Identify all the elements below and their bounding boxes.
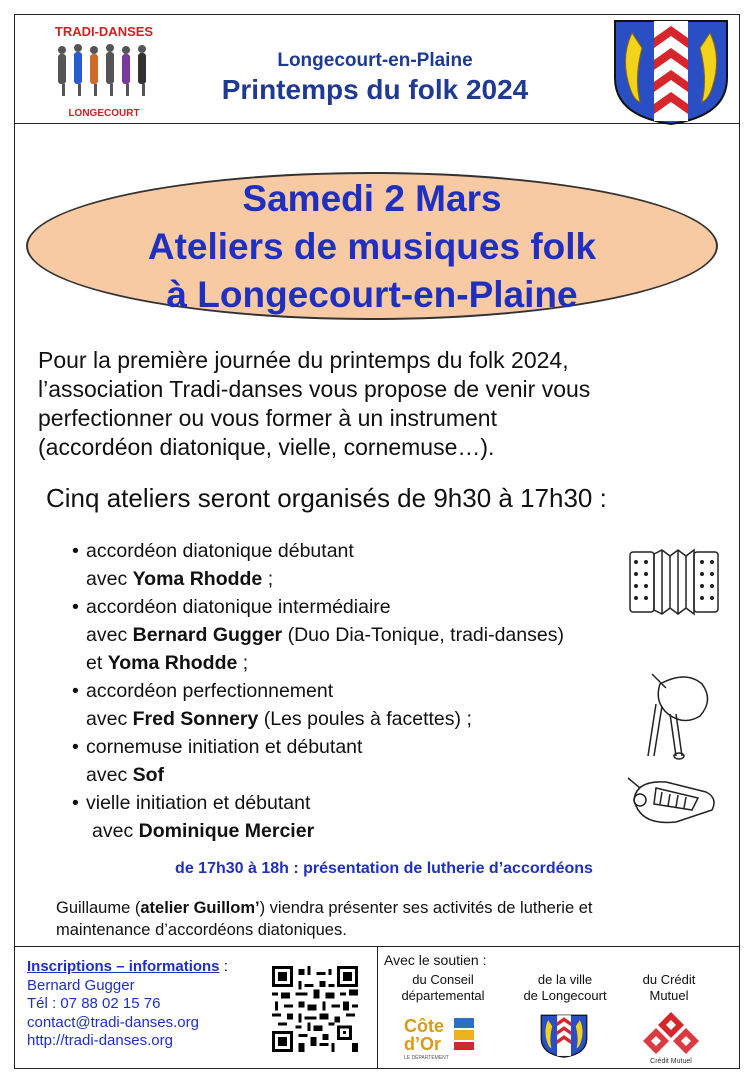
intro-line: l’association Tradi-danses vous propose de venir vous xyxy=(38,376,591,402)
crest-icon xyxy=(540,1008,588,1064)
list-item-teacher: avec Bernard Gugger (Duo Dia-Tonique, tradi-danses) xyxy=(86,624,564,646)
ateliers-list xyxy=(72,537,632,845)
qr-code-icon[interactable] xyxy=(272,966,358,1052)
contact-tel: Tél : 07 88 02 15 76 xyxy=(27,995,161,1012)
list-item-teacher: avec Yoma Rhodde ; xyxy=(86,568,274,590)
intro-paragraph xyxy=(38,346,728,462)
list-item: • vielle initiation et débutant xyxy=(72,792,311,814)
svg-text:LE DÉPARTEMENT: LE DÉPARTEMENT xyxy=(404,1055,449,1061)
guillaume-paragraph: Guillaume (atelier Guillom’) viendra présenter ses activités de lutherie et maintenance d’accordéons diatoniques. xyxy=(56,899,593,939)
intro-line: perfectionner ou vous former à un instrument xyxy=(38,405,497,431)
bagpipe-icon xyxy=(636,664,716,764)
contact-heading: Inscriptions – informations xyxy=(27,958,220,975)
lutherie-note: de 17h30 à 18h : présentation de lutherie d’accordéons xyxy=(175,860,593,877)
contact-email-link[interactable]: contact@tradi-danses.org xyxy=(27,1013,199,1031)
list-item-teacher: avec Sof xyxy=(86,764,165,786)
header-subtitle: Longecourt-en-Plaine xyxy=(277,50,473,71)
sponsor-caption: du Conseil départemental xyxy=(401,972,485,1003)
sponsor-caption: du Crédit Mutuel xyxy=(642,972,696,1003)
list-item: • accordéon perfectionnement xyxy=(72,680,334,702)
cote-dor-logo-icon xyxy=(402,1012,478,1062)
logo-top-text: TRADI-DANSES xyxy=(54,24,154,39)
credit-mutuel-logo-icon xyxy=(634,1008,708,1066)
hurdy-gurdy-icon xyxy=(626,770,722,832)
svg-text:Crédit Mutuel: Crédit Mutuel xyxy=(650,1058,692,1065)
logo-bottom-text: LONGECOURT xyxy=(68,108,140,119)
intro-line: Pour la première journée du printemps du folk 2024, xyxy=(38,347,569,373)
support-heading: Avec le soutien : xyxy=(384,952,487,968)
banner-title: Ateliers de musiques folk xyxy=(147,226,597,267)
list-item: • accordéon diatonique débutant xyxy=(72,540,354,562)
list-item: • cornemuse initiation et débutant xyxy=(72,736,363,758)
crest-icon xyxy=(612,18,730,126)
footer-vertical-divider xyxy=(377,946,378,1069)
list-item-teacher: avec Dominique Mercier xyxy=(92,820,315,842)
dancers-icon xyxy=(44,20,164,120)
contact-name: Bernard Gugger xyxy=(27,976,135,994)
list-item-teacher: avec Fred Sonnery (Les poules à facettes) ; xyxy=(86,708,472,730)
intro-line: (accordéon diatonique, vielle, cornemuse…). xyxy=(38,434,495,460)
list-item-teacher: et Yoma Rhodde ; xyxy=(86,652,249,674)
svg-text:d’Or: d’Or xyxy=(404,1034,442,1054)
list-item: • accordéon diatonique intermédiaire xyxy=(72,596,391,618)
contact-info: Inscriptions – informations : Bernard Gugger Tél : 07 88 02 15 76 contact@tradi-danses.org http://tradi-danses.org xyxy=(27,958,228,1049)
ateliers-heading: Cinq ateliers seront organisés de 9h30 à 17h30 : xyxy=(46,483,607,513)
sponsor-caption: de la ville de Longecourt xyxy=(523,972,607,1003)
banner-date: Samedi 2 Mars xyxy=(242,178,502,219)
header-title: Printemps du folk 2024 xyxy=(221,74,529,105)
contact-website-link[interactable]: http://tradi-danses.org xyxy=(27,1032,173,1049)
banner-location: à Longecourt-en-Plaine xyxy=(166,274,578,315)
svg-text:Côte: Côte xyxy=(404,1016,444,1036)
accordion-icon xyxy=(626,544,722,620)
